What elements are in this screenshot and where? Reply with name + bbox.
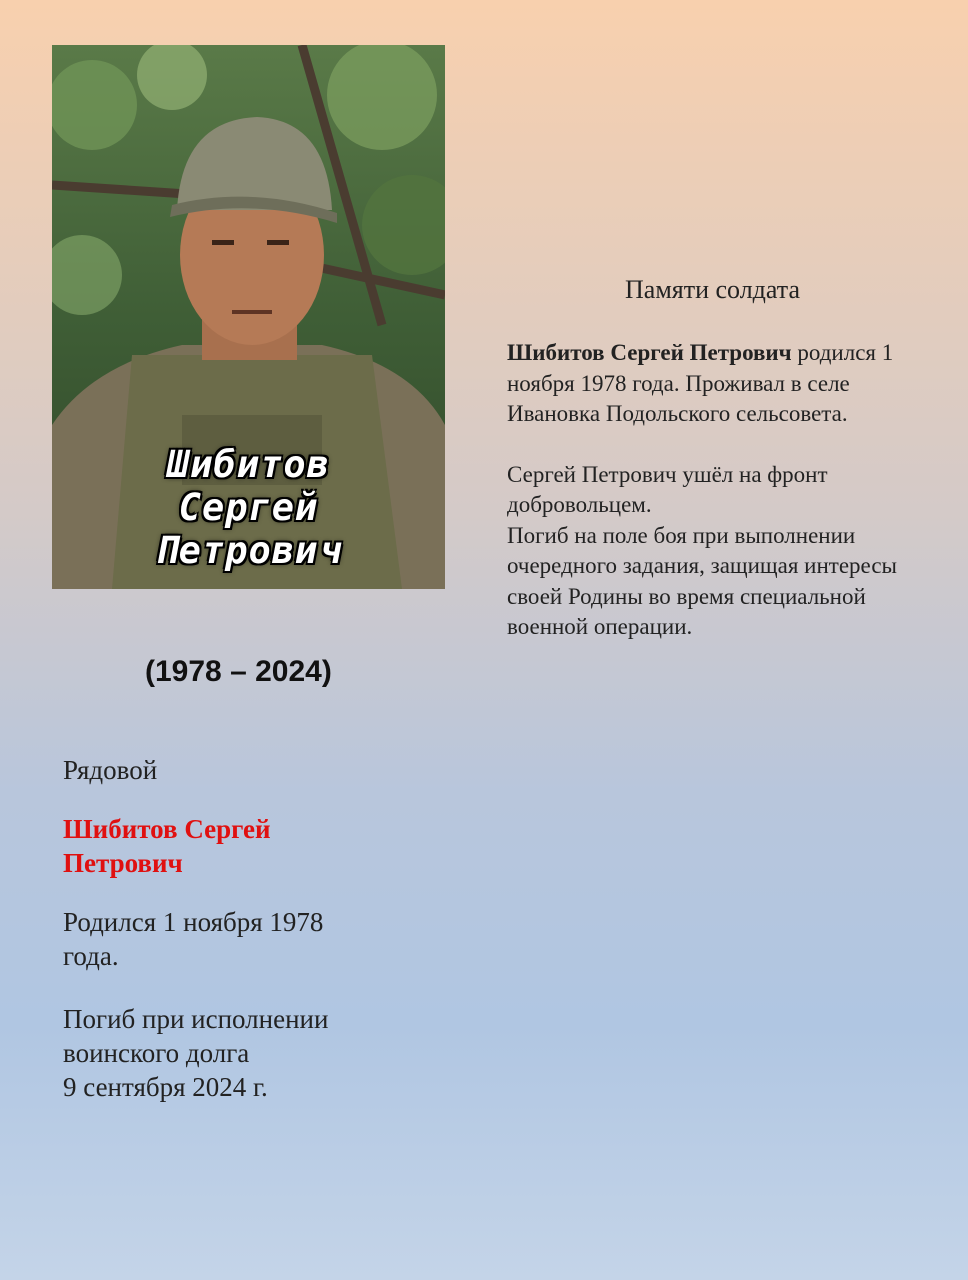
photo-name-caption xyxy=(52,443,445,572)
birth-date-text: Родился 1 ноября 1978 года. xyxy=(63,907,324,971)
death-info xyxy=(63,1002,383,1104)
life-years: (1978 – 2024) xyxy=(145,655,332,688)
biography-text xyxy=(507,338,947,643)
biography-paragraph-death: Погиб на поле боя при выполнении очередного задания, защищая интересы своей Родины во время специальной военной операции. xyxy=(507,522,897,639)
soldier-name: Шибитов Сергей Петрович xyxy=(63,814,271,878)
caption-line-name: Сергей xyxy=(178,486,319,529)
caption-line-surname: Шибитов xyxy=(167,443,330,486)
military-rank: Рядовой xyxy=(63,755,158,785)
memorial-title: Памяти солдата xyxy=(625,275,800,304)
memorial-photo xyxy=(52,45,445,589)
biography-paragraph-birth xyxy=(507,338,947,430)
biography-birth-text: родился 1 ноября 1978 года. Проживал в селе Ивановка Подольского сельсовета. xyxy=(507,340,894,426)
death-circumstance: Погиб при исполнении воинского долга xyxy=(63,1004,329,1068)
caption-line-patronymic: Петрович xyxy=(155,529,342,572)
death-date: 9 сентября 2024 г. xyxy=(63,1072,268,1102)
biography-paragraph-volunteer: Сергей Петрович ушёл на фронт добровольцем. xyxy=(507,461,828,517)
biography-name: Шибитов Сергей Петрович xyxy=(507,340,792,365)
